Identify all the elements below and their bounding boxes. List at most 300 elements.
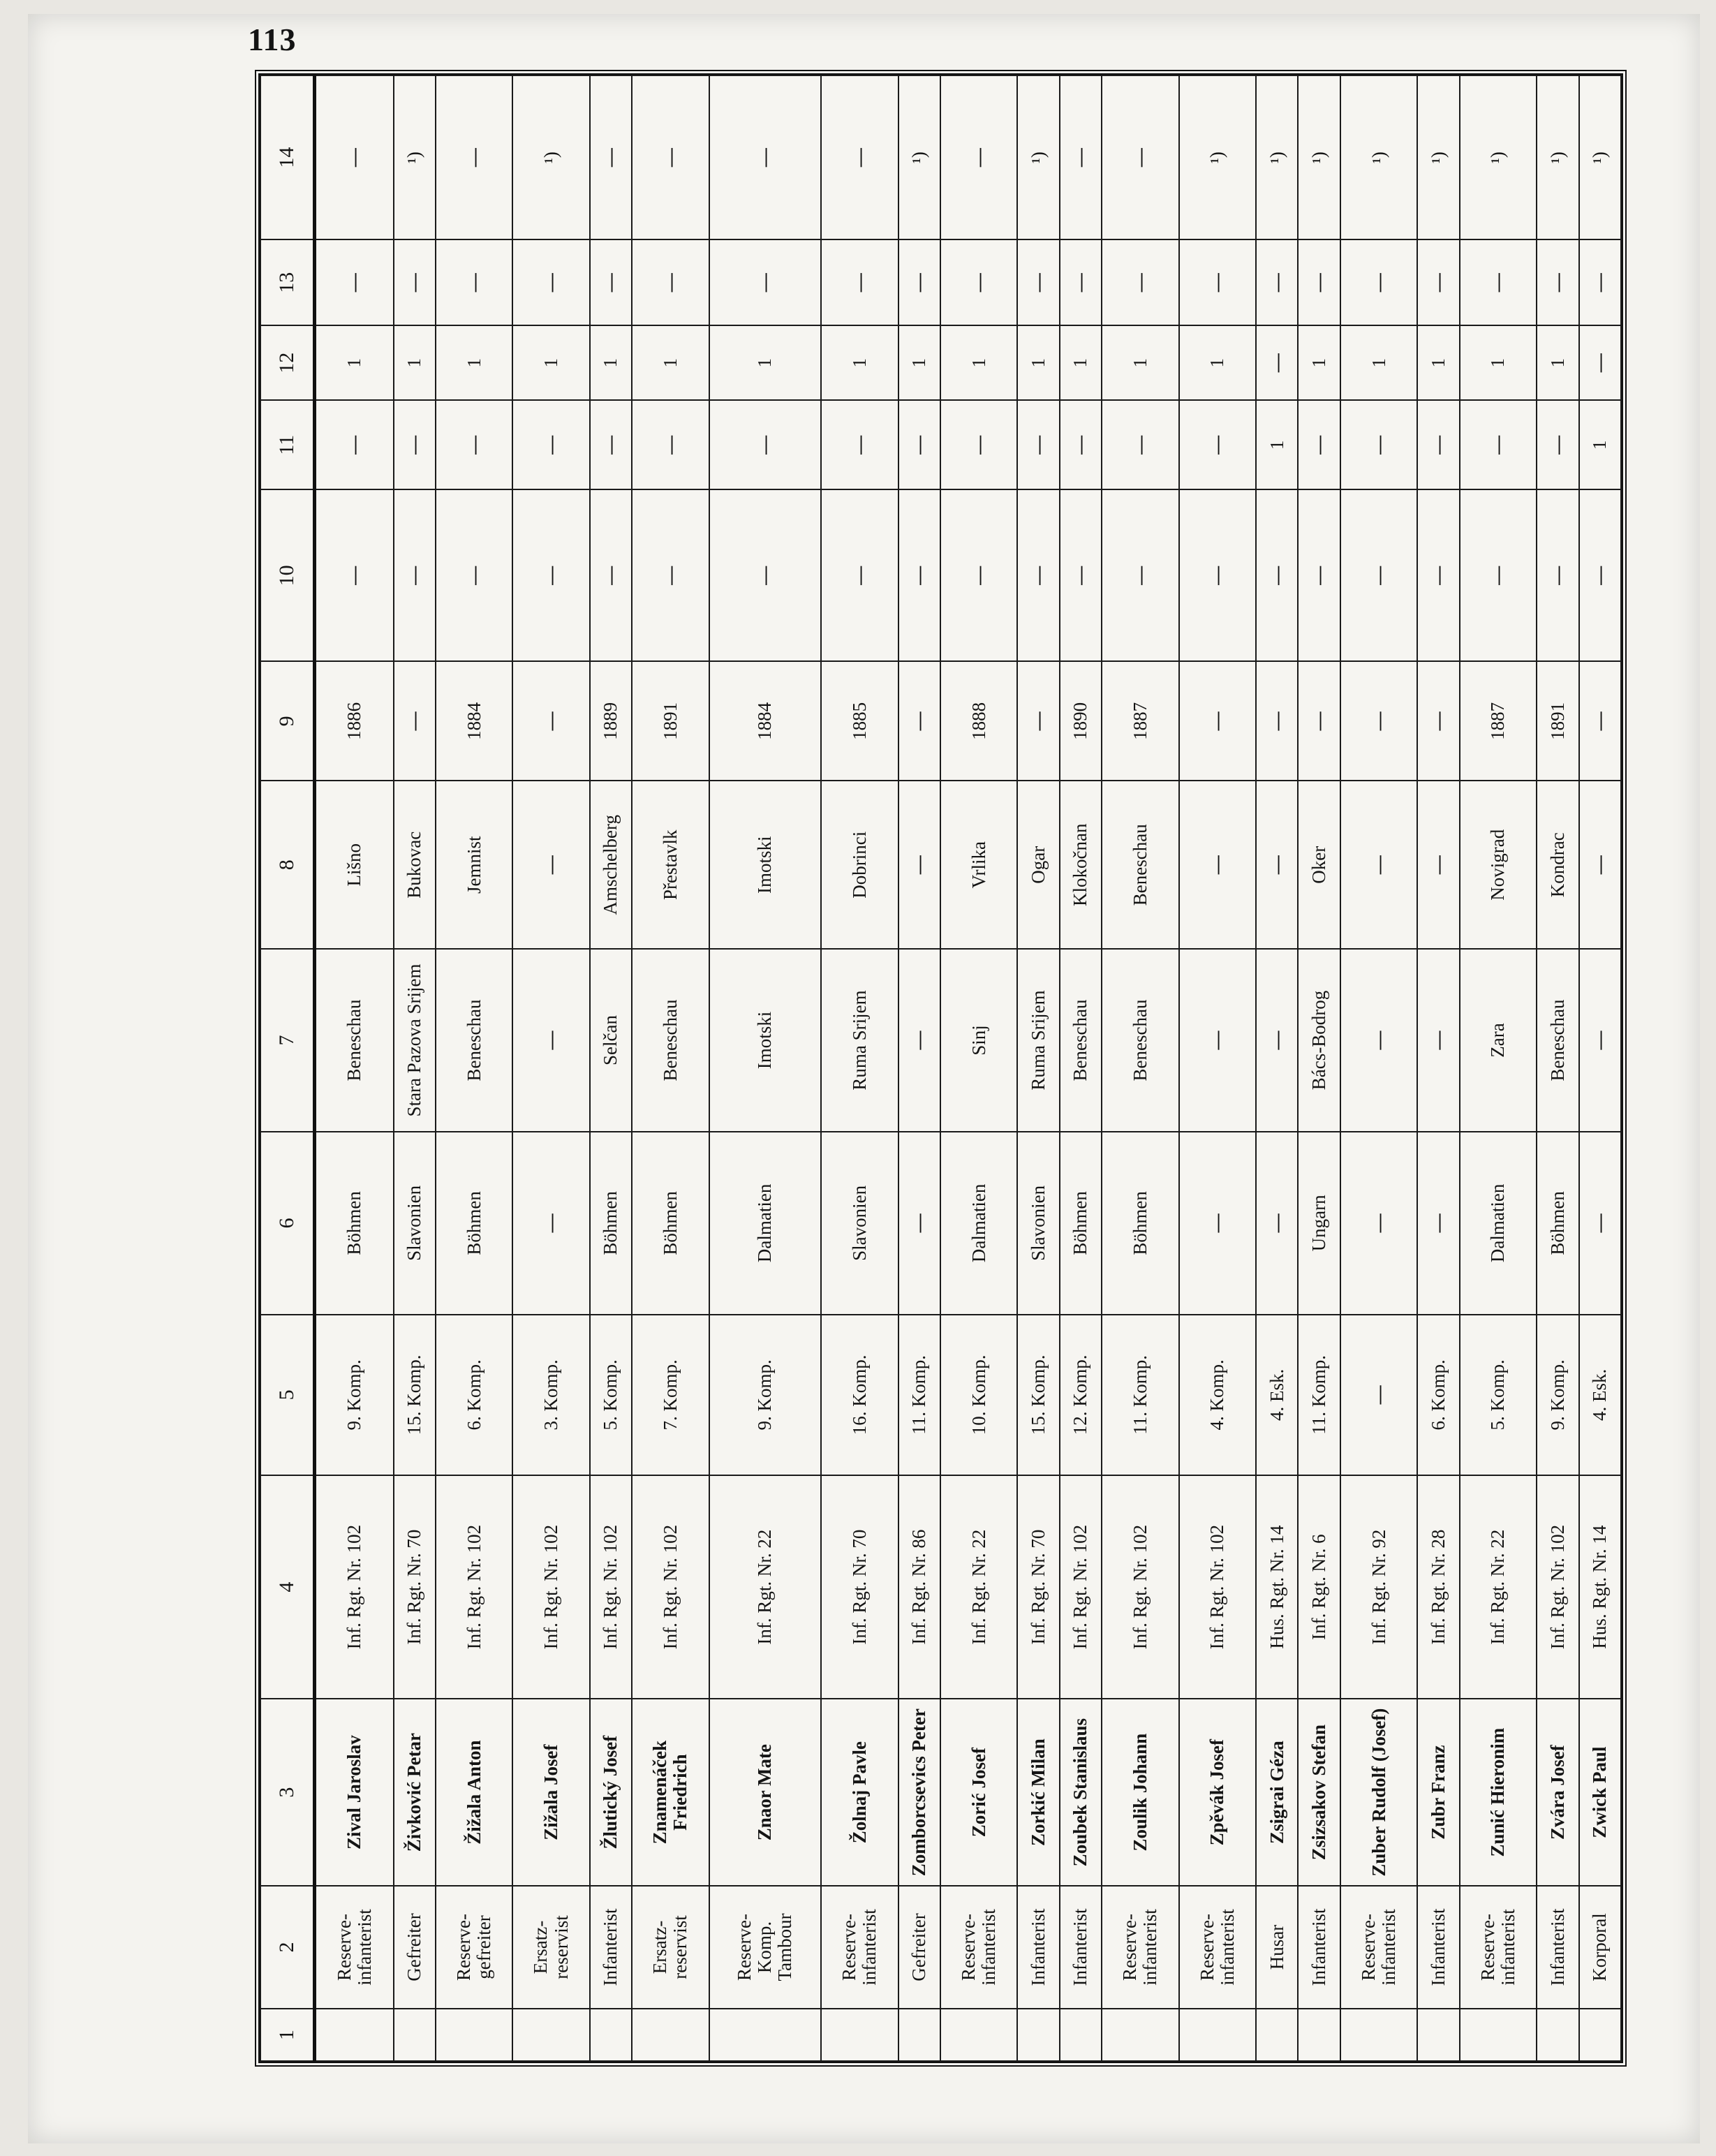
table-cell-col-13: — xyxy=(315,239,394,325)
column-header-6: 6 xyxy=(260,1132,315,1315)
table-cell-col-1 xyxy=(1060,2009,1102,2061)
table-cell-col-6: — xyxy=(1417,1132,1459,1315)
table-cell-col-11: — xyxy=(315,400,394,489)
table-cell-col-2: Gefreiter xyxy=(394,1886,436,2009)
table-cell-col-2: Gefreiter xyxy=(898,1886,940,2009)
table-row xyxy=(1579,75,1621,2061)
table-cell-col-6: Böhmen xyxy=(632,1132,709,1315)
table-cell-col-14: — xyxy=(709,75,822,239)
table-cell-col-11: — xyxy=(821,400,898,489)
table-cell-col-8: Klokočnan xyxy=(1060,781,1102,949)
table-cell-col-12: 1 xyxy=(436,325,512,400)
table-cell-col-4: Inf. Rgt. Nr. 70 xyxy=(394,1475,436,1699)
table-cell-col-3: Zsigrai Géza xyxy=(1256,1699,1298,1885)
table-cell-col-2: Infanterist xyxy=(1298,1886,1340,2009)
table-cell-col-3: Zorić Josef xyxy=(940,1699,1017,1885)
table-cell-col-8: Přestavlk xyxy=(632,781,709,949)
table-cell-col-3: Žolnaj Pavle xyxy=(821,1699,898,1885)
table-cell-col-9: 1885 xyxy=(821,661,898,781)
table-cell-col-11: — xyxy=(1102,400,1178,489)
table-cell-col-2: Ersatz-reservist xyxy=(512,1886,589,2009)
table-cell-col-13: — xyxy=(590,239,632,325)
table-cell-col-3: Znaor Mate xyxy=(709,1699,822,1885)
column-header-14: 14 xyxy=(260,75,315,239)
table-cell-col-6: — xyxy=(1256,1132,1298,1315)
table-cell-col-5: 6. Komp. xyxy=(1417,1315,1459,1475)
table-cell-col-14: — xyxy=(1060,75,1102,239)
table-cell-col-6: Böhmen xyxy=(1060,1132,1102,1315)
table-cell-col-12: 1 xyxy=(1340,325,1417,400)
table-cell-col-12: 1 xyxy=(898,325,940,400)
table-cell-col-10: — xyxy=(1102,489,1178,661)
table-cell-col-14: ¹) xyxy=(1256,75,1298,239)
table-cell-col-6: — xyxy=(1340,1132,1417,1315)
table-cell-col-3: Zwick Paul xyxy=(1579,1699,1621,1885)
table-cell-col-5: 3. Komp. xyxy=(512,1315,589,1475)
table-cell-col-5: 4. Esk. xyxy=(1256,1315,1298,1475)
table-cell-col-13: — xyxy=(1256,239,1298,325)
table-row xyxy=(315,75,394,2061)
table-cell-col-14: ¹) xyxy=(512,75,589,239)
table-cell-col-1 xyxy=(1537,2009,1578,2061)
table-cell-col-1 xyxy=(898,2009,940,2061)
table-cell-col-8: — xyxy=(1579,781,1621,949)
table-cell-col-14: — xyxy=(821,75,898,239)
table-cell-col-4: Inf. Rgt. Nr. 102 xyxy=(1537,1475,1578,1699)
table-cell-col-6: Slavonien xyxy=(394,1132,436,1315)
table-cell-col-12: 1 xyxy=(590,325,632,400)
table-cell-col-5: 11. Komp. xyxy=(1298,1315,1340,1475)
table-cell-col-14: — xyxy=(940,75,1017,239)
table-cell-col-6: Dalmatien xyxy=(940,1132,1017,1315)
table-cell-col-13: — xyxy=(1060,239,1102,325)
table-cell-col-14: ¹) xyxy=(898,75,940,239)
table-cell-col-13: — xyxy=(821,239,898,325)
table-cell-col-12: 1 xyxy=(1460,325,1537,400)
table-cell-col-11: — xyxy=(1460,400,1537,489)
table-cell-col-14: ¹) xyxy=(1537,75,1578,239)
table-cell-col-1 xyxy=(1256,2009,1298,2061)
column-header-11: 11 xyxy=(260,400,315,489)
table-cell-col-10: — xyxy=(1060,489,1102,661)
table-cell-col-10: — xyxy=(1537,489,1578,661)
table-cell-col-9: — xyxy=(1579,661,1621,781)
table-cell-col-3: Zorkić Milan xyxy=(1017,1699,1059,1885)
table-cell-col-5: 4. Esk. xyxy=(1579,1315,1621,1475)
table-cell-col-13: — xyxy=(898,239,940,325)
register-rows xyxy=(315,75,1622,2061)
table-cell-col-1 xyxy=(632,2009,709,2061)
table-cell-col-10: — xyxy=(1417,489,1459,661)
table-cell-col-4: Inf. Rgt. Nr. 102 xyxy=(590,1475,632,1699)
table-cell-col-8: Kondrac xyxy=(1537,781,1578,949)
table-cell-col-9: — xyxy=(1340,661,1417,781)
table-cell-col-10: — xyxy=(821,489,898,661)
table-cell-col-7: — xyxy=(1179,949,1256,1132)
table-cell-col-2: Reserve-infanterist xyxy=(940,1886,1017,2009)
table-cell-col-1 xyxy=(1579,2009,1621,2061)
table-cell-col-11: — xyxy=(1060,400,1102,489)
table-cell-col-2: Ersatz-reservist xyxy=(632,1886,709,2009)
table-cell-col-12: 1 xyxy=(315,325,394,400)
table-cell-col-13: — xyxy=(1460,239,1537,325)
table-cell-col-7: Bács-Bodrog xyxy=(1298,949,1340,1132)
table-cell-col-1 xyxy=(512,2009,589,2061)
table-cell-col-3: Zpěvák Josef xyxy=(1179,1699,1256,1885)
table-cell-col-7: Sinj xyxy=(940,949,1017,1132)
table-cell-col-12: 1 xyxy=(1102,325,1178,400)
table-cell-col-13: — xyxy=(1017,239,1059,325)
table-cell-col-8: Jemnist xyxy=(436,781,512,949)
table-cell-col-3: Zoulik Johann xyxy=(1102,1699,1178,1885)
table-cell-col-14: — xyxy=(1102,75,1178,239)
table-cell-col-5: 9. Komp. xyxy=(709,1315,822,1475)
table-cell-col-10: — xyxy=(394,489,436,661)
table-cell-col-11: 1 xyxy=(1256,400,1298,489)
table-cell-col-4: Inf. Rgt. Nr. 102 xyxy=(1060,1475,1102,1699)
table-cell-col-13: — xyxy=(1417,239,1459,325)
table-row xyxy=(394,75,436,2061)
table-cell-col-14: ¹) xyxy=(1017,75,1059,239)
table-cell-col-10: — xyxy=(1579,489,1621,661)
table-cell-col-11: — xyxy=(898,400,940,489)
table-cell-col-7: Beneschau xyxy=(1537,949,1578,1132)
page-number: 113 xyxy=(248,22,297,57)
table-cell-col-2: Infanterist xyxy=(1537,1886,1578,2009)
table-cell-col-13: — xyxy=(512,239,589,325)
table-cell-col-4: Inf. Rgt. Nr. 70 xyxy=(821,1475,898,1699)
table-cell-col-10: — xyxy=(1460,489,1537,661)
table-cell-col-12: 1 xyxy=(1179,325,1256,400)
table-cell-col-9: — xyxy=(1179,661,1256,781)
table-cell-col-7: — xyxy=(898,949,940,1132)
table-cell-col-2: Reserve-gefreiter xyxy=(436,1886,512,2009)
column-header-8: 8 xyxy=(260,781,315,949)
table-cell-col-6: Slavonien xyxy=(1017,1132,1059,1315)
table-cell-col-6: — xyxy=(898,1132,940,1315)
column-header-3: 3 xyxy=(260,1699,315,1885)
table-cell-col-1 xyxy=(1460,2009,1537,2061)
table-cell-col-8: Ogar xyxy=(1017,781,1059,949)
table-cell-col-7: Beneschau xyxy=(315,949,394,1132)
table-cell-col-9: — xyxy=(1256,661,1298,781)
table-cell-col-6: — xyxy=(1579,1132,1621,1315)
table-cell-col-8: Lišno xyxy=(315,781,394,949)
table-cell-col-12: 1 xyxy=(1417,325,1459,400)
column-header-9: 9 xyxy=(260,661,315,781)
table-row xyxy=(1017,75,1059,2061)
table-cell-col-11: — xyxy=(512,400,589,489)
table-cell-col-1 xyxy=(590,2009,632,2061)
column-header-4: 4 xyxy=(260,1475,315,1699)
table-cell-col-12: — xyxy=(1579,325,1621,400)
table-row xyxy=(1298,75,1340,2061)
table-cell-col-13: — xyxy=(709,239,822,325)
table-cell-col-10: — xyxy=(512,489,589,661)
table-cell-col-14: ¹) xyxy=(1579,75,1621,239)
table-cell-col-9: 1884 xyxy=(436,661,512,781)
casualty-register-table xyxy=(260,75,1622,2062)
table-cell-col-12: 1 xyxy=(512,325,589,400)
table-cell-col-11: — xyxy=(1298,400,1340,489)
table-row xyxy=(898,75,940,2061)
table-cell-col-5: 10. Komp. xyxy=(940,1315,1017,1475)
table-row xyxy=(1417,75,1459,2061)
table-cell-col-3: Zival Jaroslav xyxy=(315,1699,394,1885)
table-row xyxy=(632,75,709,2061)
table-cell-col-13: — xyxy=(1298,239,1340,325)
column-number-row xyxy=(260,75,315,2061)
table-row xyxy=(436,75,512,2061)
register-table-frame xyxy=(255,70,1627,2067)
table-cell-col-3: Zižala Josef xyxy=(512,1699,589,1885)
table-cell-col-4: Inf. Rgt. Nr. 102 xyxy=(632,1475,709,1699)
table-cell-col-8: Novigrad xyxy=(1460,781,1537,949)
table-cell-col-5: — xyxy=(1340,1315,1417,1475)
table-row xyxy=(1179,75,1256,2061)
table-cell-col-8: — xyxy=(1340,781,1417,949)
table-cell-col-14: — xyxy=(632,75,709,239)
table-cell-col-1 xyxy=(436,2009,512,2061)
table-cell-col-7: — xyxy=(1340,949,1417,1132)
table-cell-col-2: Infanterist xyxy=(590,1886,632,2009)
table-cell-col-2: Korporal xyxy=(1579,1886,1621,2009)
column-header-2: 2 xyxy=(260,1886,315,2009)
table-cell-col-12: 1 xyxy=(1298,325,1340,400)
table-cell-col-6: Böhmen xyxy=(1537,1132,1578,1315)
table-cell-col-5: 5. Komp. xyxy=(590,1315,632,1475)
table-cell-col-10: — xyxy=(940,489,1017,661)
table-cell-col-7: Beneschau xyxy=(632,949,709,1132)
table-cell-col-12: 1 xyxy=(940,325,1017,400)
table-cell-col-4: Inf. Rgt. Nr. 6 xyxy=(1298,1475,1340,1699)
table-cell-col-3: Znamenáček Friedrich xyxy=(632,1699,709,1885)
table-row xyxy=(1537,75,1578,2061)
table-cell-col-9: 1888 xyxy=(940,661,1017,781)
table-cell-col-13: — xyxy=(1179,239,1256,325)
table-cell-col-9: 1890 xyxy=(1060,661,1102,781)
table-cell-col-3: Zsizsakov Stefan xyxy=(1298,1699,1340,1885)
table-cell-col-5: 15. Komp. xyxy=(394,1315,436,1475)
table-cell-col-12: 1 xyxy=(1537,325,1578,400)
table-cell-col-9: 1884 xyxy=(709,661,822,781)
table-cell-col-1 xyxy=(1179,2009,1256,2061)
table-cell-col-5: 7. Komp. xyxy=(632,1315,709,1475)
table-cell-col-3: Zubr Franz xyxy=(1417,1699,1459,1885)
table-cell-col-8: Beneschau xyxy=(1102,781,1178,949)
table-cell-col-13: — xyxy=(1102,239,1178,325)
table-cell-col-4: Inf. Rgt. Nr. 28 xyxy=(1417,1475,1459,1699)
table-cell-col-8: Oker xyxy=(1298,781,1340,949)
table-cell-col-13: — xyxy=(1579,239,1621,325)
table-cell-col-4: Hus. Rgt. Nr. 14 xyxy=(1579,1475,1621,1699)
table-cell-col-7: Imotski xyxy=(709,949,822,1132)
table-cell-col-4: Inf. Rgt. Nr. 102 xyxy=(512,1475,589,1699)
table-cell-col-5: 11. Komp. xyxy=(1102,1315,1178,1475)
table-cell-col-6: Böhmen xyxy=(1102,1132,1178,1315)
table-cell-col-6: Böhmen xyxy=(436,1132,512,1315)
table-row xyxy=(709,75,822,2061)
table-row xyxy=(1256,75,1298,2061)
table-cell-col-12: 1 xyxy=(1060,325,1102,400)
table-cell-col-11: — xyxy=(394,400,436,489)
table-cell-col-6: — xyxy=(1179,1132,1256,1315)
table-cell-col-5: 6. Komp. xyxy=(436,1315,512,1475)
table-cell-col-7: Beneschau xyxy=(436,949,512,1132)
table-cell-col-4: Hus. Rgt. Nr. 14 xyxy=(1256,1475,1298,1699)
table-cell-col-4: Inf. Rgt. Nr. 22 xyxy=(1460,1475,1537,1699)
table-cell-col-8: Dobrinci xyxy=(821,781,898,949)
table-cell-col-12: 1 xyxy=(821,325,898,400)
table-cell-col-7: Beneschau xyxy=(1060,949,1102,1132)
table-cell-col-7: Stara Pazova Srijem xyxy=(394,949,436,1132)
table-cell-col-11: — xyxy=(1537,400,1578,489)
table-cell-col-13: — xyxy=(632,239,709,325)
table-cell-col-13: — xyxy=(394,239,436,325)
table-cell-col-7: — xyxy=(1417,949,1459,1132)
table-cell-col-4: Inf. Rgt. Nr. 70 xyxy=(1017,1475,1059,1699)
table-cell-col-6: Böhmen xyxy=(315,1132,394,1315)
column-header-12: 12 xyxy=(260,325,315,400)
column-header-13: 13 xyxy=(260,239,315,325)
column-header-7: 7 xyxy=(260,949,315,1132)
table-cell-col-14: ¹) xyxy=(1460,75,1537,239)
table-cell-col-11: — xyxy=(1179,400,1256,489)
table-cell-col-3: Zunić Hieronim xyxy=(1460,1699,1537,1885)
table-cell-col-13: — xyxy=(1340,239,1417,325)
table-cell-col-9: — xyxy=(512,661,589,781)
table-cell-col-10: — xyxy=(1256,489,1298,661)
table-cell-col-9: 1889 xyxy=(590,661,632,781)
table-cell-col-1 xyxy=(394,2009,436,2061)
table-row xyxy=(512,75,589,2061)
table-cell-col-5: 15. Komp. xyxy=(1017,1315,1059,1475)
table-row xyxy=(590,75,632,2061)
table-cell-col-11: — xyxy=(1017,400,1059,489)
table-cell-col-12: 1 xyxy=(1017,325,1059,400)
table-cell-col-5: 11. Komp. xyxy=(898,1315,940,1475)
table-cell-col-7: Ruma Srijem xyxy=(1017,949,1059,1132)
table-cell-col-4: Inf. Rgt. Nr. 86 xyxy=(898,1475,940,1699)
table-cell-col-11: — xyxy=(436,400,512,489)
table-cell-col-6: Dalmatien xyxy=(1460,1132,1537,1315)
table-cell-col-14: ¹) xyxy=(394,75,436,239)
table-cell-col-7: Beneschau xyxy=(1102,949,1178,1132)
table-cell-col-5: 9. Komp. xyxy=(315,1315,394,1475)
table-cell-col-4: Inf. Rgt. Nr. 92 xyxy=(1340,1475,1417,1699)
table-cell-col-5: 4. Komp. xyxy=(1179,1315,1256,1475)
table-cell-col-8: — xyxy=(1417,781,1459,949)
table-cell-col-10: — xyxy=(709,489,822,661)
table-cell-col-3: Žlutický Josef xyxy=(590,1699,632,1885)
table-cell-col-8: — xyxy=(1256,781,1298,949)
table-cell-col-2: Reserve-infanterist xyxy=(821,1886,898,2009)
table-cell-col-12: 1 xyxy=(394,325,436,400)
table-cell-col-4: Inf. Rgt. Nr. 102 xyxy=(315,1475,394,1699)
table-cell-col-6: — xyxy=(512,1132,589,1315)
table-cell-col-1 xyxy=(1298,2009,1340,2061)
table-cell-col-9: 1891 xyxy=(1537,661,1578,781)
table-cell-col-1 xyxy=(1417,2009,1459,2061)
table-cell-col-9: 1887 xyxy=(1102,661,1178,781)
table-cell-col-13: — xyxy=(1537,239,1578,325)
table-cell-col-5: 9. Komp. xyxy=(1537,1315,1578,1475)
table-cell-col-2: Reserve-infanterist xyxy=(1102,1886,1178,2009)
table-cell-col-2: Reserve-Komp. Tambour xyxy=(709,1886,822,2009)
table-row xyxy=(1340,75,1417,2061)
table-cell-col-8: Imotski xyxy=(709,781,822,949)
table-cell-col-6: Ungarn xyxy=(1298,1132,1340,1315)
table-cell-col-3: Živković Petar xyxy=(394,1699,436,1885)
table-cell-col-1 xyxy=(709,2009,822,2061)
table-cell-col-1 xyxy=(940,2009,1017,2061)
table-cell-col-1 xyxy=(315,2009,394,2061)
table-cell-col-10: — xyxy=(590,489,632,661)
table-cell-col-2: Infanterist xyxy=(1017,1886,1059,2009)
table-cell-col-10: — xyxy=(1298,489,1340,661)
table-cell-col-11: — xyxy=(1340,400,1417,489)
table-cell-col-2: Husar xyxy=(1256,1886,1298,2009)
table-cell-col-4: Inf. Rgt. Nr. 22 xyxy=(940,1475,1017,1699)
table-cell-col-1 xyxy=(821,2009,898,2061)
table-cell-col-6: Böhmen xyxy=(590,1132,632,1315)
table-cell-col-9: — xyxy=(898,661,940,781)
table-cell-col-12: 1 xyxy=(632,325,709,400)
table-cell-col-10: — xyxy=(1340,489,1417,661)
table-cell-col-11: — xyxy=(709,400,822,489)
table-cell-col-12: 1 xyxy=(709,325,822,400)
table-cell-col-4: Inf. Rgt. Nr. 102 xyxy=(1102,1475,1178,1699)
table-row xyxy=(1060,75,1102,2061)
column-header-5: 5 xyxy=(260,1315,315,1475)
table-cell-col-7: — xyxy=(1579,949,1621,1132)
table-cell-col-4: Inf. Rgt. Nr. 22 xyxy=(709,1475,822,1699)
table-cell-col-11: 1 xyxy=(1579,400,1621,489)
table-cell-col-5: 5. Komp. xyxy=(1460,1315,1537,1475)
table-cell-col-11: — xyxy=(590,400,632,489)
table-row xyxy=(1460,75,1537,2061)
table-cell-col-9: 1887 xyxy=(1460,661,1537,781)
table-cell-col-13: — xyxy=(940,239,1017,325)
table-cell-col-14: ¹) xyxy=(1298,75,1340,239)
table-cell-col-5: 16. Komp. xyxy=(821,1315,898,1475)
table-cell-col-2: Infanterist xyxy=(1417,1886,1459,2009)
table-cell-col-9: — xyxy=(394,661,436,781)
table-cell-col-10: — xyxy=(632,489,709,661)
table-row xyxy=(821,75,898,2061)
column-header-1: 1 xyxy=(260,2009,315,2061)
table-cell-col-10: — xyxy=(436,489,512,661)
table-cell-col-10: — xyxy=(315,489,394,661)
table-cell-col-2: Infanterist xyxy=(1060,1886,1102,2009)
table-cell-col-9: — xyxy=(1417,661,1459,781)
table-cell-col-7: Selčan xyxy=(590,949,632,1132)
table-cell-col-12: — xyxy=(1256,325,1298,400)
column-header-10: 10 xyxy=(260,489,315,661)
table-cell-col-1 xyxy=(1340,2009,1417,2061)
table-cell-col-7: Zara xyxy=(1460,949,1537,1132)
table-cell-col-14: ¹) xyxy=(1340,75,1417,239)
table-cell-col-7: — xyxy=(1256,949,1298,1132)
table-cell-col-1 xyxy=(1017,2009,1059,2061)
table-cell-col-8: — xyxy=(898,781,940,949)
table-cell-col-14: — xyxy=(436,75,512,239)
table-cell-col-5: 12. Komp. xyxy=(1060,1315,1102,1475)
table-cell-col-14: — xyxy=(315,75,394,239)
table-cell-col-2: Reserve-infanterist xyxy=(1179,1886,1256,2009)
table-cell-col-8: Bukovac xyxy=(394,781,436,949)
table-cell-col-9: 1891 xyxy=(632,661,709,781)
